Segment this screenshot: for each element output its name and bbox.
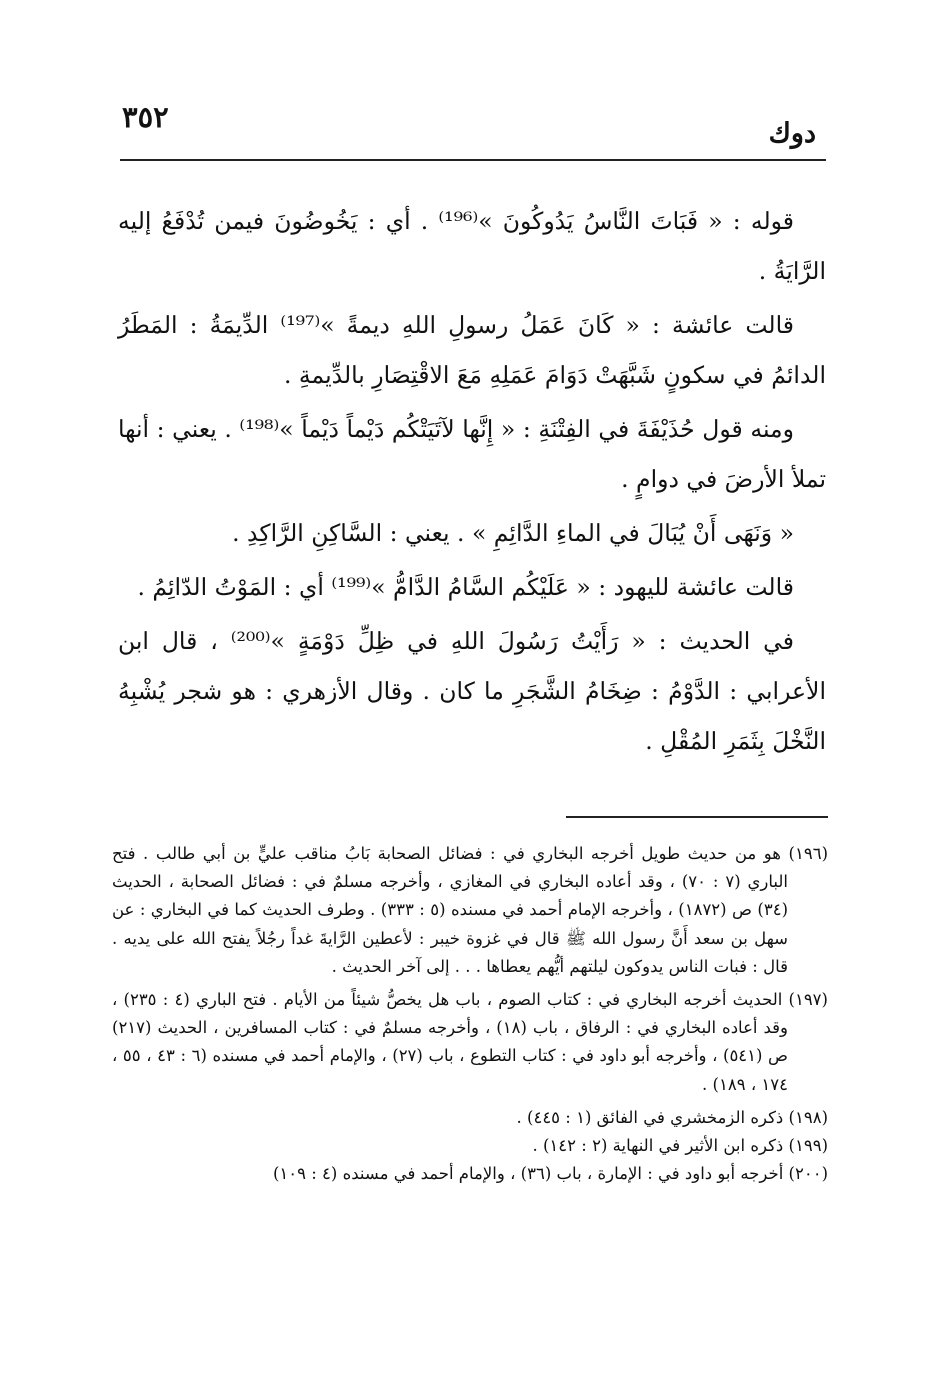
paragraph: قالت عائشة : « كَانَ عَمَلُ رسولِ اللهِ ديمةً »⁽¹⁹⁷⁾ الدِّيمَةُ : المَطَرُ الدائمُ في سكونٍ شَبَّهَتْ دَوَامَ عَمَلِهِ مَعَ الاقْتِصَارِ بالدِّيمةِ . (118, 311, 826, 389)
footnote: (١٩٧) الحديث أخرجه البخاري في : كتاب الصوم ، باب هل يخصُّ شيئاً من الأيام . فتح الباري (٤ : ٢٣٥) ، وقد أعاده البخاري في : الرفاق ، باب (١٨) ، وأخرجه مسلمٌ في : كتاب المسافرين ، الحديث (٢١٧) ص (٥٤١) ، وأخرجه أبو داود في : كتاب التطوع ، باب (٢٧) ، والإمام أحمد في مسنده (٦ : ٤٣ ، ٥٥ ، ١٧٤ ، ١٨٩) . (112, 990, 828, 1094)
footnotes (112, 840, 828, 1188)
running-title: دوك (768, 118, 816, 149)
footnote: (١٩٩) ذكره ابن الأثير في النهاية (٢ : ١٤٢) . (532, 1136, 828, 1156)
paragraph: « وَنَهَى أَنْ يُبَالَ في الماءِ الدَّائِمِ » . يعني : السَّاكِنِ الرَّاكِدِ . (232, 519, 794, 547)
footnote-rule (566, 816, 828, 818)
footnote: (١٩٦) هو من حديث طويل أخرجه البخاري في : فضائل الصحابة بَابُ مناقب عليٍّ بن أبي طالب . فتح الباري (٧ : ٧٠) ، وقد أعاده البخاري في المغازي ، وأخرجه مسلمٌ في : فضائل الصحابة ، الحديث (٣٤) ص (١٨٧٢) ، وأخرجه الإمام أحمد في مسنده (٥ : ٣٣٣) . وطرف الحديث كما في البخاري : عن سهل بن سعد أَنَّ رسول الله ﷺ قال في غزوة خيبر : لأعطين الرَّايةَ غداً رجُلاً يفتح الله على يديه . قال : فبات الناس يدوكون ليلتهم أيُّهم يعطاها . . . إلى آخر الحديث . (112, 844, 828, 976)
paragraph: قوله : « فَبَاتَ النَّاسُ يَدُوكُونَ »⁽¹⁹⁶⁾ . أي : يَخُوضُونَ فيمن تُدْفَعُ إليه الرَّايَةُ . (118, 207, 826, 285)
footnote: (٢٠٠) أخرجه أبو داود في : الإمارة ، باب (٣٦) ، والإمام أحمد في مسنده (٤ : ١٠٩) (272, 1164, 828, 1184)
paragraph: قالت عائشة لليهود : « عَلَيْكُم السَّامُ الدَّامُّ »⁽¹⁹⁹⁾ أي : المَوْتُ الدّائِمُ . (137, 573, 794, 601)
footnote: (١٩٨) ذكره الزمخشري في الفائق (١ : ٤٤٥) . (516, 1107, 828, 1127)
main-text (118, 196, 826, 770)
header-rule (120, 159, 826, 161)
paragraph: في الحديث : « رَأَيْتُ رَسُولَ اللهِ في ظِلِّ دَوْمَةٍ »⁽²⁰⁰⁾ ، قال ابن الأعرابي : الدَّوْمُ : ضِخَامُ الشَّجَرِ ما كان . وقال الأزهري : هو شجر يُشْبِهُ النَّخْلَ بِثَمَرِ المُقْلِ . (118, 627, 826, 755)
page-number: ٣٥٢ (122, 100, 169, 134)
paragraph: ومنه قول حُذَيْفَةَ في الفِتْنَةِ : « إِنَّها لآتَيَتْكُم دَيْماً دَيْماً »⁽¹⁹⁸⁾ . يعني : أنها تملأ الأرضَ في دوامٍ . (118, 415, 826, 493)
